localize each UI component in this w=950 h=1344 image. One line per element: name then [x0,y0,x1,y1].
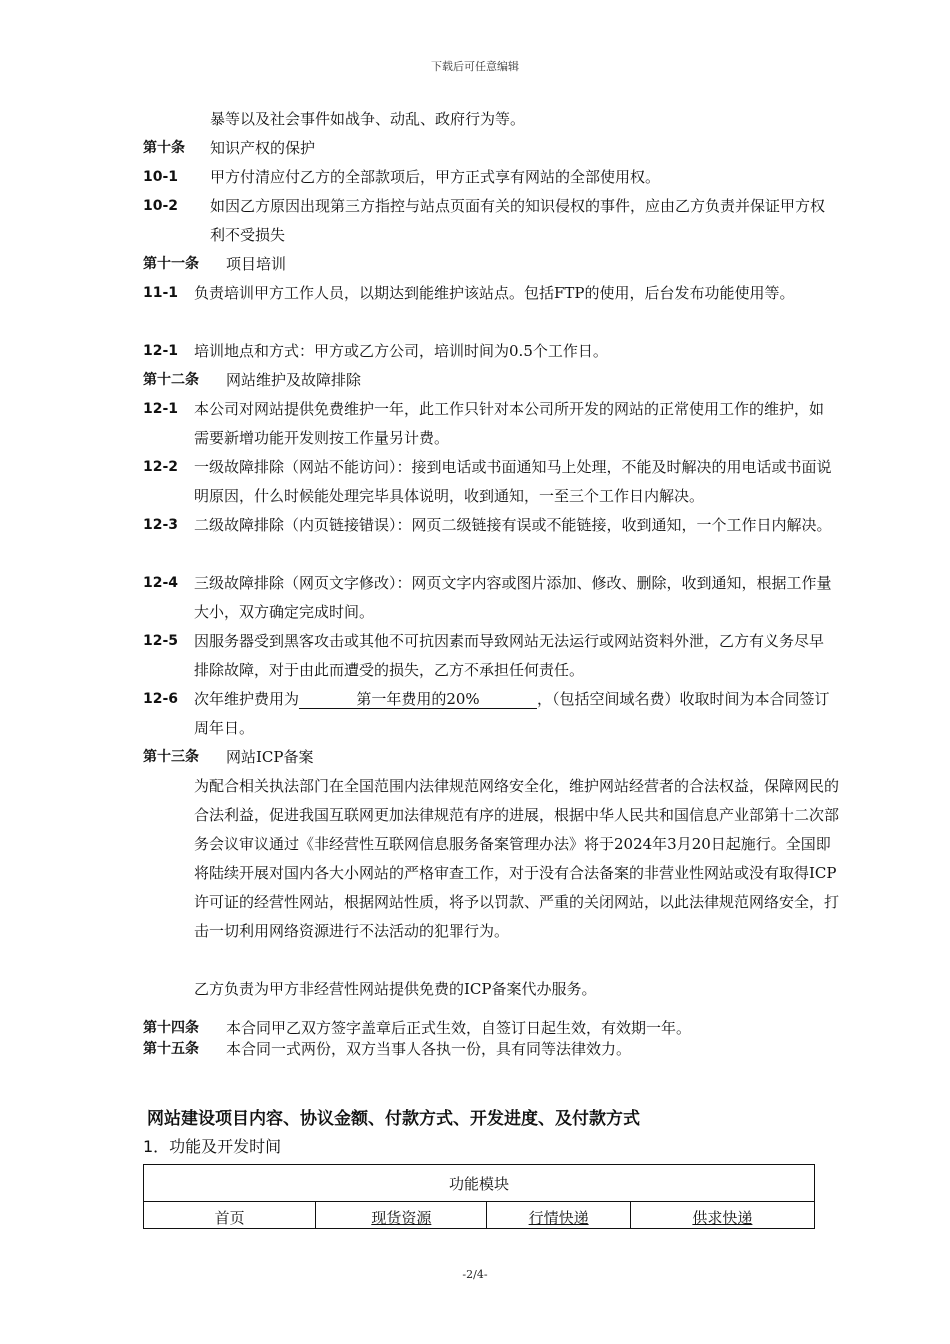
clause-number: 10-2 [143,198,179,214]
clause-text-after: ，（包括空间域名费）收取时间为本合同签订周年日。 [194,690,830,737]
table-header-cell: 功能模块 [144,1165,815,1202]
clause-number: 11-1 [143,285,179,301]
section-heading: 网站建设项目内容、协议金额、付款方式、开发进度、及付款方式 [147,1109,640,1129]
sub-heading: 1．功能及开发时间 [143,1137,282,1156]
clause-number: 12-5 [143,633,179,649]
clause-text [194,685,839,743]
table-row [144,1202,815,1229]
article-number: 第十一条 [143,256,199,272]
function-table [143,1164,815,1229]
clause-number: 12-2 [143,459,179,475]
table-cell-text: 供求快递 [692,1209,753,1227]
clause-number: 12-3 [143,517,179,533]
page-footer: -2/4- [462,1268,488,1281]
clause-number: 12-1 [143,343,179,359]
clause-text: 负责培训甲方工作人员，以期达到能维护该站点。包括FTP的使用，后台发布功能使用等。 [194,284,795,302]
article-number: 第十四条 [143,1020,199,1036]
table-cell-text: 现货资源 [371,1209,432,1227]
article-text: 本合同甲乙双方签字盖章后正式生效，自签订日起生效，有效期一年。 [226,1019,692,1037]
article-title: 知识产权的保护 [210,139,316,157]
paragraph [194,772,842,946]
clause-text: 培训地点和方式：甲方或乙方公司，培训时间为0.5个工作日。 [194,342,608,360]
paragraph-text: 为配合相关执法部门在全国范围内法律规范网络安全化，维护网站经营者的合法权益，保障网民的合法利益，促进我国互联网更加法律规范有序的进展，根据中华人民共和国信息产业部第十二次部务会议审议通过《非经营性互联网信息服务备案管理办法》将于2024年3月20日起施行。全国即将陆续开展对国内各大小网站的严格审查工作，对于没有合法备案的非营业性网站或没有取得ICP许可证的经营性网站，根据网站性质，将予以罚款、严重的关闭网站，以此法律规范网络安全，打击一切利用网络资源进行不法活动的犯罪行为。 [194,777,840,940]
table-cell [630,1202,814,1229]
table-cell: 首页 [144,1202,316,1229]
clause-text: 本公司对网站提供免费维护一年，此工作只针对本公司所开发的网站的正常使用工作的维护，如需要新增功能开发则按工作量另计费。 [194,400,825,447]
table-cell [487,1202,630,1229]
table-cell [316,1202,487,1229]
paragraph [210,105,840,134]
article-title: 网站ICP备案 [226,748,314,766]
table-header-row [144,1165,815,1202]
clause-text: 一级故障排除（网站不能访问）：接到电话或书面通知马上处理，不能及时解决的用电话或书面说明原因，什么时候能处理完毕具体说明，收到通知，一至三个工作日内解决。 [194,458,832,505]
clause-text: 如因乙方原因出现第三方指控与站点页面有关的知识侵权的事件，应由乙方负责并保证甲方权利不受损失 [210,197,826,244]
article-number: 第十三条 [143,749,199,765]
page-header: 下载后可任意编辑 [431,60,519,73]
clause-text: 三级故障排除（网页文字修改）：网页文字内容或图片添加、修改、删除，收到通知，根据工作量大小，双方确定完成时间。 [194,574,832,621]
article-title: 项目培训 [226,255,287,273]
article-number: 第十二条 [143,372,199,388]
clause-text: 因服务器受到黑客攻击或其他不可抗因素而导致网站无法运行或网站资料外泄，乙方有义务尽早排除故障，对于由此而遭受的损失，乙方不承担任何责任。 [194,632,825,679]
article-text: 本合同一式两份，双方当事人各执一份，具有同等法律效力。 [226,1040,632,1058]
article-number: 第十五条 [143,1041,199,1057]
clause-number: 10-1 [143,169,179,185]
fee-fill-value: 第一年费用的20% [299,690,537,709]
clause-number: 12-1 [143,401,179,417]
clause-text: 甲方付清应付乙方的全部款项后，甲方正式享有网站的全部使用权。 [210,168,661,186]
article-title: 网站维护及故障排除 [226,371,362,389]
article-number: 第十条 [143,140,185,156]
clause-text: 二级故障排除（内页链接错误）：网页二级链接有误或不能链接，收到通知，一个工作日内解决。 [194,516,832,534]
table-cell-text: 行情快递 [528,1209,589,1227]
clause-number: 12-4 [143,575,179,591]
paragraph-text: 乙方负责为甲方非经营性网站提供免费的ICP备案代办服务。 [194,980,597,998]
paragraph-text: 暴等以及社会事件如战争、动乱、政府行为等。 [210,110,526,128]
paragraph [194,975,842,1004]
clause-text-before: 次年维护费用为 [194,690,300,708]
clause-number: 12-6 [143,691,179,707]
